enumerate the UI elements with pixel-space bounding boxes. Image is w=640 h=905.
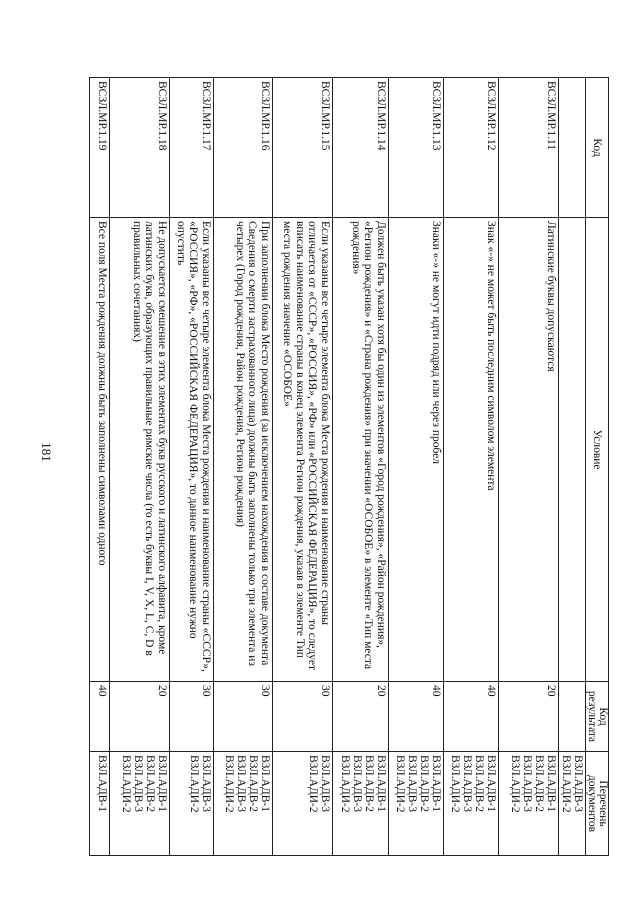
table-header-row xyxy=(586,78,609,856)
code-cell: ВСЗЛ.МР.1.16 xyxy=(214,78,273,218)
documents-cell xyxy=(499,752,559,856)
document-item: ВЗЛ.АДИ-2 xyxy=(223,755,235,813)
documents-cell xyxy=(333,752,389,856)
documents-cell xyxy=(273,752,333,856)
document-item: ВЗЛ.АДВ-1 xyxy=(430,755,442,813)
document-item: ВЗЛ.АДВ-2 xyxy=(418,755,430,813)
code-cell: ВСЗЛ.МР.1.13 xyxy=(389,78,444,218)
document-item: ВЗЛ.АДВ-3 xyxy=(461,755,473,813)
document-item: ВЗЛ.АДВ-1 xyxy=(96,755,108,813)
code-cell: ВСЗЛ.МР.1.14 xyxy=(333,78,389,218)
document-item: ВЗЛ.АДИ-2 xyxy=(339,755,351,813)
document-item: ВЗЛ.АДИ-2 xyxy=(120,755,132,813)
document-item: ВЗЛ.АДВ-3 xyxy=(235,755,247,813)
document-item: ВЗЛ.АДИ-2 xyxy=(449,755,461,813)
condition-cell: Знак «-» не может быть последним символом элемента xyxy=(444,218,499,682)
document-item: ВЗЛ.АДВ-3 xyxy=(521,755,533,813)
documents-cell xyxy=(170,752,214,856)
condition-cell: Если указаны все четыре элемента блока Места рождения и наименование страны «СССР», «РОССИЯ», «РФ», «РОССИЙСКАЯ ФЕДЕРАЦИЯ», то данное наименование нужно опустить xyxy=(170,218,214,682)
document-item: ВЗЛ.АДВ-1 xyxy=(545,755,557,813)
document-item: ВЗЛ.АДВ-3 xyxy=(200,755,212,813)
header-condition: Условие xyxy=(586,218,609,682)
document-item: ВЗЛ.АДВ-1 xyxy=(485,755,497,813)
table-row xyxy=(333,78,389,856)
document-item: ВЗЛ.АДВ-2 xyxy=(473,755,485,813)
code-cell: ВСЗЛ.МР.1.12 xyxy=(444,78,499,218)
code-cell xyxy=(559,78,586,218)
documents-cell xyxy=(214,752,273,856)
documents-cell xyxy=(444,752,499,856)
header-documents: Перечень документов xyxy=(586,752,609,856)
documents-cell xyxy=(110,752,170,856)
table-row xyxy=(499,78,559,856)
table-row xyxy=(559,78,586,856)
result-cell: 20 xyxy=(333,682,389,752)
condition-cell: Все поля Места рождения должны быть заполнены символами одного xyxy=(90,218,110,682)
condition-cell: Латинские буквы допускаются xyxy=(499,218,559,682)
document-item: ВЗЛ.АДВ-3 xyxy=(351,755,363,813)
documents-cell xyxy=(389,752,444,856)
table-row xyxy=(444,78,499,856)
result-cell: 40 xyxy=(389,682,444,752)
code-cell: ВСЗЛ.МР.1.18 xyxy=(110,78,170,218)
result-cell: 40 xyxy=(90,682,110,752)
condition-cell: Знаки «-» не могут идти подряд или через пробел xyxy=(389,218,444,682)
documents-cell xyxy=(90,752,110,856)
document-item: ВЗЛ.АДВ-2 xyxy=(144,755,156,813)
document-item: ВЗЛ.АДВ-1 xyxy=(259,755,271,813)
result-cell: 40 xyxy=(444,682,499,752)
document-item: ВЗЛ.АДИ-2 xyxy=(307,755,319,813)
document-item: ВЗЛ.АДИ-2 xyxy=(394,755,406,813)
document-item: ВЗЛ.АДВ-1 xyxy=(156,755,168,813)
validation-table xyxy=(89,77,609,856)
page-number: 181 xyxy=(39,442,54,462)
document-item: ВЗЛ.АДВ-3 xyxy=(406,755,418,813)
table-row xyxy=(90,78,110,856)
document-item: ВЗЛ.АДИ-2 xyxy=(188,755,200,813)
table-row xyxy=(214,78,273,856)
header-code: Код xyxy=(586,78,609,218)
condition-cell: Должен быть указан хотя бы один из элементов «Город рождения», «Район рождения», «Регион рождения» и «Страна рождения» при значении «ОСОБОЕ» в элементе «Тип места рождения» xyxy=(333,218,389,682)
code-cell: ВСЗЛ.МР.1.17 xyxy=(170,78,214,218)
document-item: ВЗЛ.АДВ-2 xyxy=(533,755,545,813)
condition-cell: Не допускается смешение в этих элементах букв русского и латинского алфавита, кроме латинских букв, образующих правильные римские числа (то есть буквы I, V, X, L, C, D в правильных сочетаниях) xyxy=(110,218,170,682)
table-row xyxy=(389,78,444,856)
document-item: ВЗЛ.АДВ-2 xyxy=(363,755,375,813)
code-cell: ВСЗЛ.МР.1.11 xyxy=(499,78,559,218)
condition-cell: При заполнении блока Место рождения (за исключением нахождения в составе документа Сведения о смерти застрахованного лица) должны быть заполнены только три элемента из четырех (Город рождения, Район рождения, Регион рождения) xyxy=(214,218,273,682)
result-cell: 30 xyxy=(273,682,333,752)
code-cell: ВСЗЛ.МР.1.19 xyxy=(90,78,110,218)
header-result-code: Код результата xyxy=(586,682,609,752)
document-item: ВЗЛ.АДВ-3 xyxy=(572,755,584,813)
result-cell xyxy=(559,682,586,752)
document-item: ВЗЛ.АДВ-1 xyxy=(375,755,387,813)
condition-cell: Если указаны все четыре элемента блока Места рождения и наименование страны отличается от «СССР», «РОССИЯ», «РФ» или «РОССИЙСКАЯ ФЕДЕРАЦИЯ», то следует вписать наименование страны в конец элемента Регион рождения, указав в элементе Тип места рождения значение «ОСОБОЕ» xyxy=(273,218,333,682)
document-item: ВЗЛ.АДВ-2 xyxy=(247,755,259,813)
table-row xyxy=(170,78,214,856)
result-cell: 30 xyxy=(214,682,273,752)
documents-cell xyxy=(559,752,586,856)
result-cell: 20 xyxy=(110,682,170,752)
document-item: ВЗЛ.АДИ-2 xyxy=(560,755,572,813)
result-cell: 30 xyxy=(170,682,214,752)
document-item: ВЗЛ.АДВ-3 xyxy=(132,755,144,813)
document-item: ВЗЛ.АДИ-2 xyxy=(509,755,521,813)
rotated-table-container xyxy=(96,77,609,855)
condition-cell xyxy=(559,218,586,682)
result-cell: 20 xyxy=(499,682,559,752)
code-cell: ВСЗЛ.МР.1.15 xyxy=(273,78,333,218)
table-row xyxy=(273,78,333,856)
document-item: ВЗЛ.АДВ-3 xyxy=(319,755,331,813)
table-row xyxy=(110,78,170,856)
